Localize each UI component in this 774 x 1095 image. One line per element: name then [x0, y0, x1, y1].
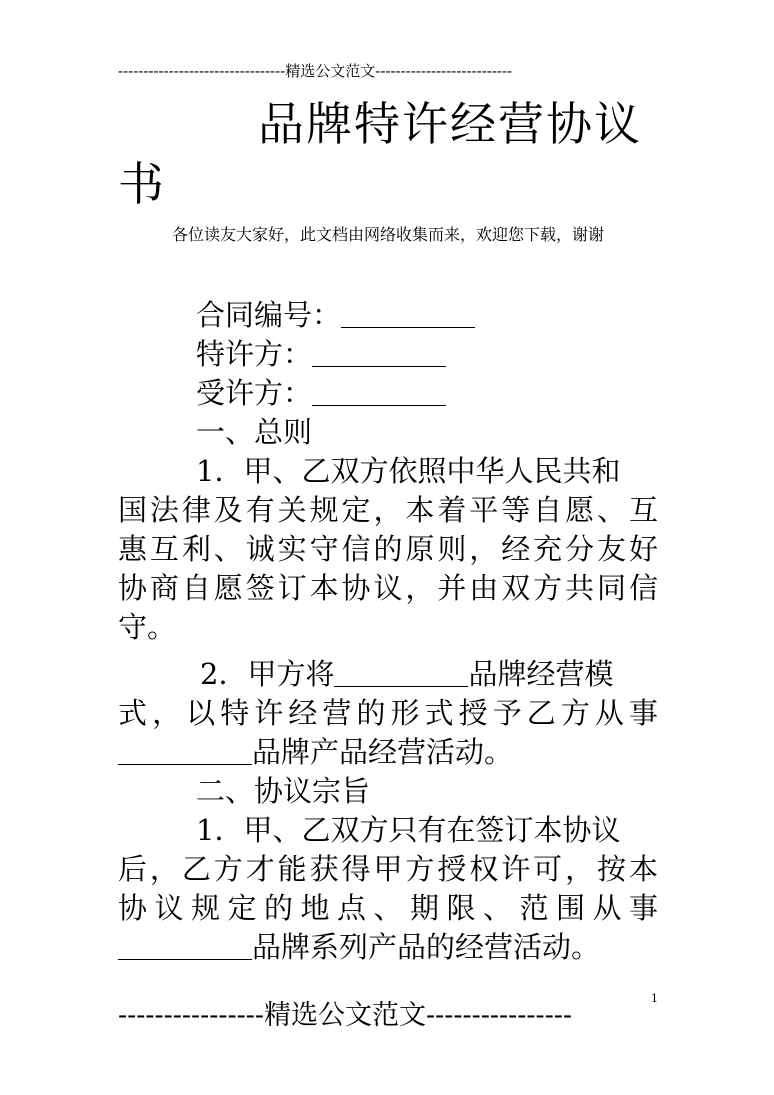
download-note: 各位读友大家好，此文档由网络收集而来，欢迎您下载，谢谢 — [172, 225, 605, 244]
contract-number-field — [118, 296, 658, 335]
s1-p2-line-3 — [118, 733, 658, 772]
title-line-1: 品牌特许经营协议 — [258, 97, 642, 151]
s1-p2-line-1-a: 2．甲方将 — [200, 657, 335, 691]
s1-p1-line-2: 国法律及有关规定，本着平等自愿、互 — [118, 493, 658, 527]
franchisee-blank — [312, 376, 446, 406]
s2-p1-line-3: 协议规定的地点、期限、范围从事 — [118, 891, 658, 925]
page-number: 1 — [651, 992, 658, 1005]
franchisor-label: 特许方： — [196, 337, 313, 371]
s2-p1-line-4-text: 品牌系列产品的经营活动。 — [252, 930, 601, 964]
page-header: ---------------------------------精选公文范文--------------------------- — [118, 62, 513, 80]
s1-p1-line-1: 1．甲、乙双方依照中华人民共和 — [196, 454, 621, 488]
contract-number-blank — [341, 298, 475, 328]
franchisee-label: 受许方： — [196, 376, 313, 410]
s1-p1-line-5: 守。 — [118, 610, 177, 644]
title-line-2: 书 — [118, 157, 166, 211]
s1-p1-line-3: 惠互利、诚实守信的原则，经充分友好 — [118, 532, 658, 566]
s2-p1-line-4 — [118, 928, 658, 967]
s2-p1-line-1: 1．甲、乙双方只有在签订本协议 — [196, 813, 621, 847]
document-body — [118, 296, 658, 967]
s1-p2-line-2: 式，以特许经营的形式授予乙方从事 — [118, 696, 658, 730]
s1-p2-line-1-b: 品牌经营模 — [468, 657, 614, 691]
s1-p2-line-1 — [118, 655, 658, 694]
section-1-heading: 一、总则 — [196, 415, 313, 449]
s2-p1-line-2: 后，乙方才能获得甲方授权许可，按本 — [118, 852, 658, 886]
brand-name-blank — [334, 657, 468, 687]
section-2-heading: 二、协议宗旨 — [196, 774, 371, 808]
contract-number-label: 合同编号： — [196, 298, 342, 332]
page-footer: ----------------精选公文范文---------------- — [118, 1000, 572, 1031]
series-brand-blank — [118, 930, 252, 960]
franchisor-field — [118, 335, 658, 374]
s1-p1-line-4: 协商自愿签订本协议，并由双方共同信 — [118, 571, 658, 605]
franchisee-field — [118, 374, 658, 413]
franchisor-blank — [312, 337, 446, 367]
document-title — [118, 94, 663, 214]
product-brand-blank — [118, 735, 252, 765]
s1-p2-line-3-text: 品牌产品经营活动。 — [252, 735, 514, 769]
